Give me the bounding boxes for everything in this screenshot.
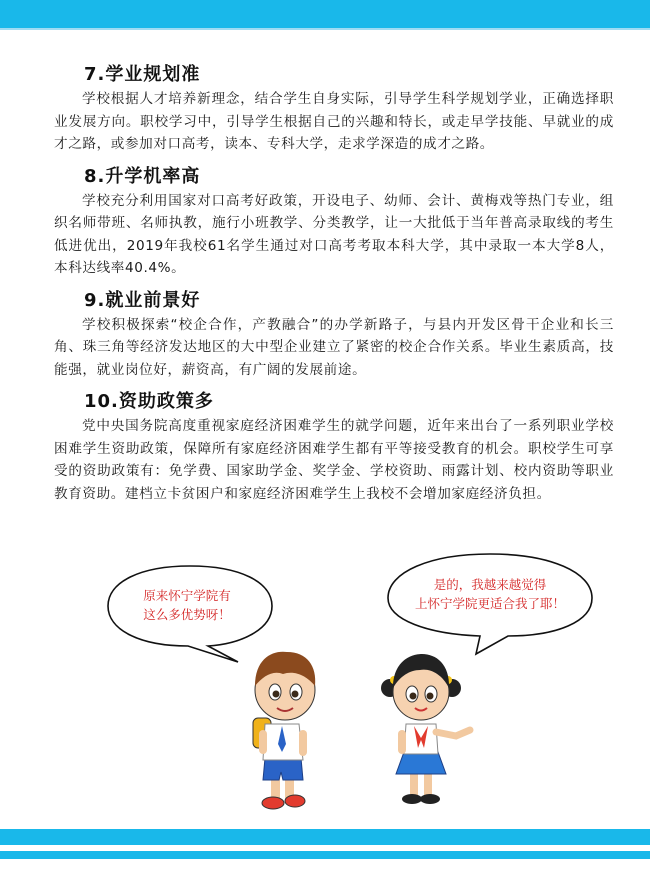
girl-speech-line1: 是的，我越来越觉得 — [433, 577, 547, 592]
section-body: 党中央国务院高度重视家庭经济困难学生的就学问题，近年来出台了一系列职业学校困难学生资助政策，保障所有家庭经济困难学生都有平等接受教育的机会。职校学生可享受的资助政策有：免学费、国家助学金、奖学金、学校资助、雨露计划、校内资助等职业教育资助。建档立卡贫困户和家庭经济困难学生上我校不会增加家庭经济负担。 — [54, 418, 614, 502]
boy-cartoon-illustration — [225, 640, 335, 815]
boy-speech-line1: 原来怀宁学院有 — [143, 588, 231, 603]
section-employment — [54, 286, 614, 382]
top-blue-band — [0, 0, 650, 28]
section-body: 学校充分利用国家对口高考好政策，开设电子、幼师、会计、黄梅戏等热门专业，组织名师带班、名师执教，施行小班教学、分类教学，让一大批低于当年普高录取线的考生低进优出，2019年我校61名学生通过对口高考考取本科大学，其中录取一本大学8人，本科达线率40.4%。 — [54, 192, 614, 276]
girl-speech-line2: 上怀宁学院更适合我了耶！ — [414, 596, 565, 611]
bottom-blue-stripe — [0, 851, 650, 859]
bottom-blue-band — [0, 829, 650, 845]
section-academic-planning — [54, 60, 614, 156]
main-content — [54, 60, 614, 511]
section-title: 8.升学机率高 — [84, 165, 201, 187]
boy-speech-text — [112, 586, 262, 624]
section-title: 10.资助政策多 — [84, 391, 214, 412]
girl-cartoon-illustration — [370, 640, 480, 815]
section-admission-rate — [54, 162, 614, 280]
boy-speech-line2: 这么多优势呀！ — [143, 607, 231, 622]
section-title: 7.学业规划准 — [84, 64, 201, 85]
section-body: 学校根据人才培养新理念，结合学生自身实际，引导学生科学规划学业，正确选择职业发展方向。职校学习中，引导学生根据自己的兴趣和特长，或走早学技能、早就业的成才之路，或参加对口高考，读本、专科大学，走求学深造的成才之路。 — [54, 91, 614, 152]
section-body: 学校积极探索“校企合作，产教融合”的办学新路子，与县内开发区骨干企业和长三角、珠三角等经济发达地区的大中型企业建立了紧密的校企合作关系。毕业生素质高，技能强，就业岗位好，薪资高，有广阔的发展前途。 — [54, 316, 614, 378]
girl-speech-text — [392, 575, 588, 613]
section-financial-aid — [54, 387, 614, 505]
section-title: 9.就业前景好 — [84, 289, 201, 311]
